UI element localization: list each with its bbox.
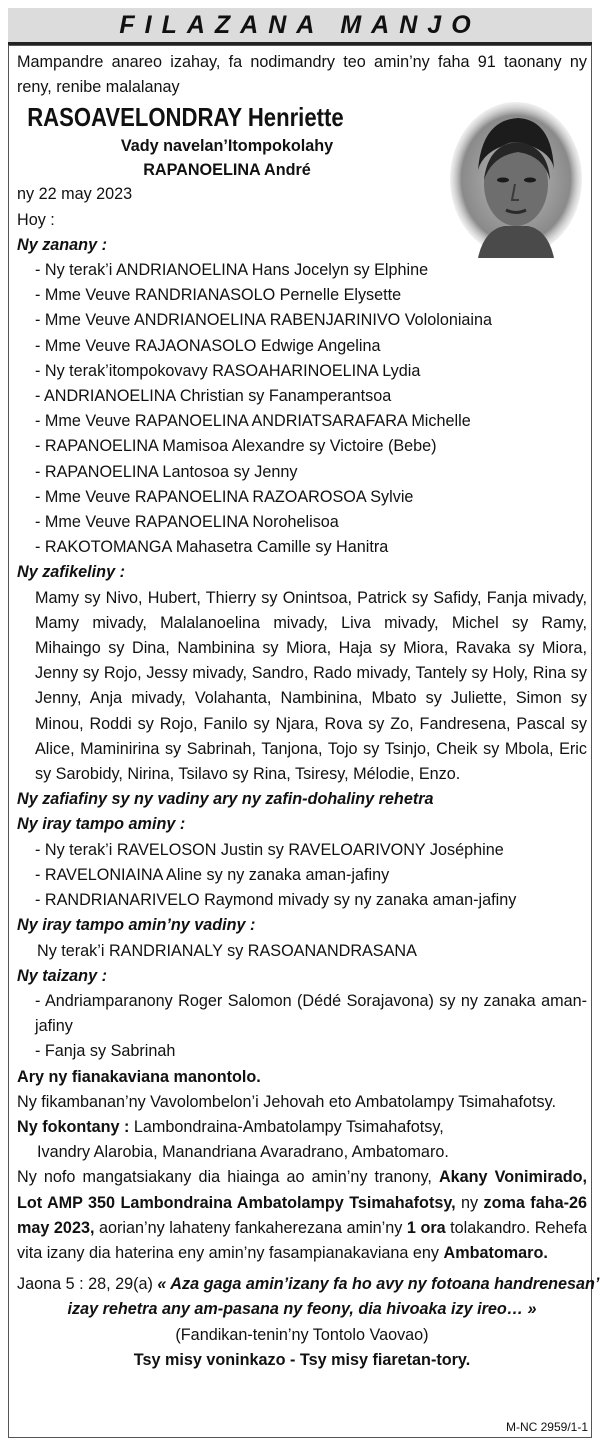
fokontany-line-1 [17,1115,587,1140]
verse-quote-1: « Aza gaga amin’izany fa ho avy ny fotoana handrenesan’ [157,1275,600,1294]
list-item: - RAVELONIAINA Aline sy ny zanaka aman-jafiny [35,865,390,884]
verse-source: (Fandikan-tenin’ny Tontolo Vaovao) [175,1325,429,1344]
list-item: - Mme Veuve ANDRIANOELINA RABENJARINIVO Vololoniaina [35,311,493,330]
ceremony-text: Ny nofo mangatsiakany dia hiainga ao amin’ny tranony, [17,1168,439,1187]
spouse-siblings-text: Ny terak’i RANDRIANALY sy RASOANANDRASANA [37,941,417,960]
hoy-label: Hoy : [17,210,55,229]
list-item: - RAKOTOMANGA Mahasetra Camille sy Hanitra [35,538,389,557]
spouse-line-1: Vady navelan’Itompokolahy [120,137,334,156]
list-item: - Ny terak’itompokovavy RASOAHARINOELINA Lydia [35,361,421,380]
grandchildren-list: Mamy sy Nivo, Hubert, Thierry sy Onintsoa, Patrick sy Safidy, Fanja mivady, Mamy mivady, Malalanoelina mivady, Liva mivady, Michel sy Ramy, Mihaingo sy Dina, Nambinina sy Miora, Haja sy Miora, Ravaka sy Miora, Jenny sy Rojo, Jessy mivady, Sandro, Rado mivady, Tantely sy Holy, Rina sy Jenny, Anja mivady, Volahanta, Nambinina, Mbato sy Juliette, Simon sy Minou, Roddi sy Rojo, Fanilo sy Njara, Rova sy Zo, Fandresena, Pascal sy Alice, Maminirina sy Sabrinah, Tanjona, Tojo sy Tsinjo, Cheik sy Mbola, Eric sy Sarobidy, Nirina, Tsilavo sy Rina, Tsiresy, Mélodie, Enzo. [35,588,587,784]
ceremony-text: ny [455,1193,484,1212]
family-all: Ary ny fianakaviana manontolo. [17,1067,261,1086]
list-item: - RANDRIANARIVELO Raymond mivady sy ny zanaka aman-jafiny [35,891,517,910]
ceremony-text: tolakandro. Rehefa vita izany dia haterina eny amin’ny fasampianakaviana eny [17,1218,587,1262]
header-banner [8,8,592,45]
ceremony-text: aorian’ny lahateny fankaherezana amin’ny [94,1218,407,1237]
burial-place: Ambatomaro. [443,1243,548,1262]
list-item: - Mme Veuve RANDRIANASOLO Pernelle Elysette [35,286,402,305]
list-item: - Mme Veuve RAPANOELINA Norohelisoa [35,513,339,532]
list-item: - Fanja sy Sabrinah [35,1042,176,1061]
list-item: - ANDRIANOELINA Christian sy Fanamperantsoa [35,387,392,406]
intro-text: Mampandre anareo izahay, fa nodimandry teo amin’ny faha 91 taonany ny reny, renibe malalanay [17,53,587,97]
spouse-siblings-heading: Ny iray tampo amin’ny vadiny : [17,916,256,935]
list-item: - Andriamparanony Roger Salomon (Dédé Sorajavona) sy ny zanaka aman-jafiny [35,991,587,1036]
association-text: Ny fikambanan’ny Vavolombelon’i Jehovah eto Ambatolampy Tsimahafotsy. [17,1092,556,1111]
list-item: - Mme Veuve RAJAONASOLO Edwige Angelina [35,336,381,355]
list-item: - Mme Veuve RAPANOELINA ANDRIATSARAFARA Michelle [35,412,471,431]
reference-code: M-NC 2959/1-1 [505,1420,588,1434]
ceremony-date: zoma faha-26 may 2023, [17,1193,587,1237]
fokontany-label: Ny fokontany : [17,1117,130,1136]
fokontany-line-2: Ivandry Alarobia, Manandriana Avaradrano, Ambatomaro. [37,1143,449,1162]
ceremony-place: Akany Vonimirado, Lot AMP 350 Lambondraina Ambatolampy Tsimahafotsy, [17,1168,588,1212]
notice-body [17,50,600,1373]
verse-quote-2: izay rehetra any am-pasana ny feony, dia hivoaka izy ireo… » [67,1300,537,1319]
header-title: FILAZANA MANJO [119,11,481,39]
deceased-name: RASOAVELONDRAY Henriette [27,102,344,133]
list-item: - RAPANOELINA Mamisoa Alexandre sy Victoire (Bebe) [35,437,437,456]
ceremony-time: 1 ora [406,1218,446,1237]
siblings-heading: Ny iray tampo aminy : [17,815,186,834]
grandchildren-heading: Ny zafikeliny : [17,563,125,582]
ceremony-paragraph [17,1165,587,1266]
closing-note: Tsy misy voninkazo - Tsy misy fiaretan-tory. [133,1350,471,1369]
verse-reference: Jaona 5 : 28, 29(a) [17,1275,158,1294]
spouse-line-2: RAPANOELINA André [143,161,311,180]
death-date: ny 22 may 2023 [17,185,133,204]
fokontany-text-1: Lambondraina-Ambatolampy Tsimahafotsy, [133,1117,444,1136]
list-item: - Ny terak’i ANDRIANOELINA Hans Jocelyn sy Elphine [35,261,429,280]
list-item: - Ny terak’i RAVELOSON Justin sy RAVELOARIVONY Joséphine [35,840,504,859]
nephews-heading: Ny taizany : [17,966,107,985]
list-item: - Mme Veuve RAPANOELINA RAZOAROSOA Sylvie [35,487,414,506]
great-grandchildren-heading: Ny zafiafiny sy ny vadiny ary ny zafin-dohaliny rehetra [17,790,434,809]
children-heading: Ny zanany : [17,235,107,254]
verse-line-1 [17,1272,600,1297]
list-item: - RAPANOELINA Lantosoa sy Jenny [35,462,298,481]
